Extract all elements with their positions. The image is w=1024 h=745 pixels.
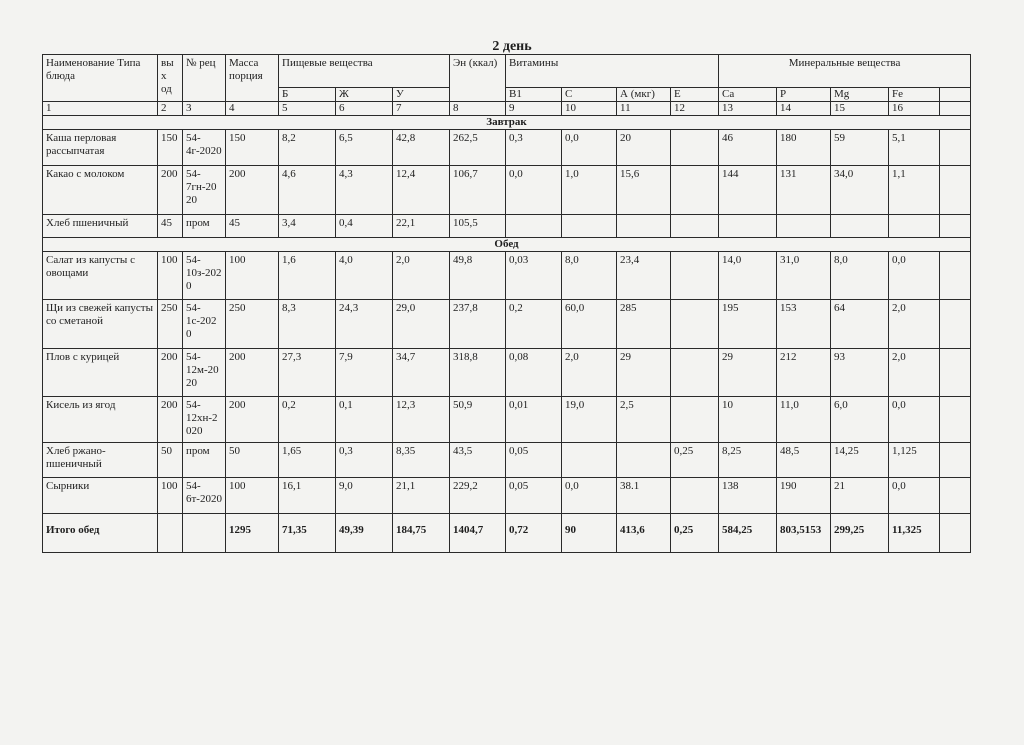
table-cell [719,215,777,238]
table-cell: 0,01 [506,397,562,443]
table-cell [777,215,831,238]
column-number-cell [940,102,971,116]
table-cell: 1,65 [279,443,336,478]
table-row [43,349,971,397]
column-number-cell: 13 [719,102,777,116]
table-cell: 43,5 [450,443,506,478]
table-cell: 31,0 [777,252,831,300]
table-cell: 50,9 [450,397,506,443]
table-cell: 90 [562,514,617,553]
dish-name-cell: Щи из свежей капусты со сметаной [43,300,158,349]
table-cell: 0,0 [562,478,617,514]
header-energy: Эн (ккал) [450,55,506,102]
table-cell: 27,3 [279,349,336,397]
table-cell: 250 [226,300,279,349]
table-cell: 15,6 [617,166,671,215]
table-cell: 200 [158,397,183,443]
table-cell: 0,2 [279,397,336,443]
column-number-cell: 16 [889,102,940,116]
table-cell [671,478,719,514]
table-cell: 200 [158,349,183,397]
table-cell [617,215,671,238]
table-cell: 54-12м-2020 [183,349,226,397]
table-cell: 2,5 [617,397,671,443]
table-cell: 184,75 [393,514,450,553]
table-cell: 100 [158,252,183,300]
table-cell: 150 [158,130,183,166]
table-cell: 0,05 [506,443,562,478]
table-cell: 0,3 [336,443,393,478]
table-cell: 14,0 [719,252,777,300]
table-cell: 0,72 [506,514,562,553]
header-sub-cell: С [562,88,617,102]
table-cell: 0,0 [889,252,940,300]
section-breakfast-label: Завтрак [43,116,971,130]
table-cell: 54-10з-2020 [183,252,226,300]
table-cell: 29,0 [393,300,450,349]
table-cell: 195 [719,300,777,349]
column-number-row [43,102,971,116]
header-yield: вых од [158,55,183,102]
table-cell: 54-6т-2020 [183,478,226,514]
header-sub-cell: Е [671,88,719,102]
table-cell: 10 [719,397,777,443]
table-cell: 8,2 [279,130,336,166]
dish-name-cell: Хлеб ржано-пшеничный [43,443,158,478]
table-cell: пром [183,443,226,478]
header-sub-cell: Fe [889,88,940,102]
table-cell [889,215,940,238]
table-cell [940,514,971,553]
table-cell: 105,5 [450,215,506,238]
column-number-cell: 8 [450,102,506,116]
table-cell: 14,25 [831,443,889,478]
table-cell: 138 [719,478,777,514]
section-lunch [43,238,971,252]
table-cell: 0,03 [506,252,562,300]
table-cell: 7,9 [336,349,393,397]
header-sub-cell: У [393,88,450,102]
table-cell: 0,4 [336,215,393,238]
column-number-cell: 5 [279,102,336,116]
table-cell: 49,8 [450,252,506,300]
table-cell: 5,1 [889,130,940,166]
header-name: Наименование Типа блюда [43,55,158,102]
table-cell [671,215,719,238]
column-number-cell: 6 [336,102,393,116]
header-recipe: № рец [183,55,226,102]
table-cell: 200 [158,166,183,215]
table-cell: пром [183,215,226,238]
table-cell: 180 [777,130,831,166]
table-cell: 0,3 [506,130,562,166]
table-cell: 21,1 [393,478,450,514]
table-cell: 2,0 [889,349,940,397]
table-cell [671,300,719,349]
table-cell: 54-1с-2020 [183,300,226,349]
total-row [43,514,971,553]
table-cell: 16,1 [279,478,336,514]
table-cell: 318,8 [450,349,506,397]
table-cell: 54-12хн-2020 [183,397,226,443]
table-cell: 4,6 [279,166,336,215]
table-cell: 1,1 [889,166,940,215]
table-cell: 48,5 [777,443,831,478]
header-row [43,55,971,88]
table-cell: 299,25 [831,514,889,553]
table-cell: 64 [831,300,889,349]
dish-name-cell: Каша перловая рассыпчатая [43,130,158,166]
table-row [43,166,971,215]
table-cell [940,166,971,215]
table-cell: 150 [226,130,279,166]
table-cell: 29 [617,349,671,397]
table-cell: 262,5 [450,130,506,166]
table-cell: 200 [226,349,279,397]
table-cell [671,397,719,443]
column-number-cell: 9 [506,102,562,116]
table-cell: 229,2 [450,478,506,514]
table-cell: 49,39 [336,514,393,553]
column-number-cell: 2 [158,102,183,116]
table-cell: 12,3 [393,397,450,443]
table-row [43,215,971,238]
table-cell: 0,0 [889,397,940,443]
table-row [43,300,971,349]
table-cell: 54-7гн-2020 [183,166,226,215]
table-cell: 1295 [226,514,279,553]
header-mass: Масса порция [226,55,279,102]
header-sub-cell: Р [777,88,831,102]
table-row [43,397,971,443]
table-cell: 2,0 [889,300,940,349]
table-cell: 8,3 [279,300,336,349]
column-number-cell: 3 [183,102,226,116]
table-cell: 20 [617,130,671,166]
table-cell: 59 [831,130,889,166]
table-cell: 2,0 [393,252,450,300]
page-title: 2 день [492,39,532,54]
table-cell: 106,7 [450,166,506,215]
table-cell: 60,0 [562,300,617,349]
table-cell [562,215,617,238]
table-cell: 29 [719,349,777,397]
table-cell: 6,5 [336,130,393,166]
header-minerals: Минеральные вещества [719,55,971,88]
dish-name-cell: Сырники [43,478,158,514]
dish-name-cell: Какао с молоком [43,166,158,215]
section-breakfast [43,116,971,130]
table-cell: 19,0 [562,397,617,443]
header-vitamins: Витамины [506,55,719,88]
column-number-cell: 12 [671,102,719,116]
table-cell [671,130,719,166]
table-cell: 38.1 [617,478,671,514]
column-number-cell: 7 [393,102,450,116]
table-cell: 54-4г-2020 [183,130,226,166]
table-cell [183,514,226,553]
nutrition-table [42,54,971,553]
table-cell: 190 [777,478,831,514]
table-cell: 413,6 [617,514,671,553]
table-cell: 1,0 [562,166,617,215]
table-cell: 50 [226,443,279,478]
table-cell [940,478,971,514]
column-number-cell: 11 [617,102,671,116]
table-row [43,252,971,300]
table-cell [562,443,617,478]
table-cell: 8,0 [562,252,617,300]
table-cell: 0,0 [506,166,562,215]
header-sub-cell: А (мкг) [617,88,671,102]
table-cell [671,349,719,397]
table-cell [940,349,971,397]
table-cell: 45 [158,215,183,238]
table-cell: 4,3 [336,166,393,215]
table-cell: 237,8 [450,300,506,349]
table-cell: 1,6 [279,252,336,300]
table-cell: 22,1 [393,215,450,238]
table-cell: 93 [831,349,889,397]
table-cell: 2,0 [562,349,617,397]
dish-name-cell: Итого обед [43,514,158,553]
header-sub-cell: Са [719,88,777,102]
table-row [43,478,971,514]
column-number-cell: 10 [562,102,617,116]
table-cell: 8,25 [719,443,777,478]
table-cell [671,252,719,300]
table-cell: 285 [617,300,671,349]
dish-name-cell: Плов с курицей [43,349,158,397]
header-sub-cell: Ж [336,88,393,102]
table-cell: 34,0 [831,166,889,215]
table-cell: 21 [831,478,889,514]
table-cell: 11,0 [777,397,831,443]
table-cell: 0,0 [562,130,617,166]
table-cell: 4,0 [336,252,393,300]
dish-name-cell: Кисель из ягод [43,397,158,443]
table-cell: 0,25 [671,443,719,478]
table-cell: 0,0 [889,478,940,514]
table-cell: 0,05 [506,478,562,514]
dish-name-cell: Хлеб пшеничный [43,215,158,238]
table-cell: 153 [777,300,831,349]
header-sub-cell [940,88,971,102]
table-cell: 1,125 [889,443,940,478]
header-sub-cell: Б [279,88,336,102]
table-cell: 0,08 [506,349,562,397]
table-cell: 212 [777,349,831,397]
table-cell [940,252,971,300]
table-cell: 131 [777,166,831,215]
table-cell [671,166,719,215]
table-row [43,443,971,478]
table-cell [506,215,562,238]
table-cell: 23,4 [617,252,671,300]
table-cell: 50 [158,443,183,478]
column-number-cell: 1 [43,102,158,116]
header-nutrients: Пищевые вещества [279,55,450,88]
table-cell: 200 [226,397,279,443]
table-cell [617,443,671,478]
table-cell: 803,5153 [777,514,831,553]
column-number-cell: 4 [226,102,279,116]
table-cell: 12,4 [393,166,450,215]
table-cell: 46 [719,130,777,166]
table-cell: 42,8 [393,130,450,166]
table-cell [940,397,971,443]
table-cell: 24,3 [336,300,393,349]
table-cell: 0,2 [506,300,562,349]
column-number-cell: 14 [777,102,831,116]
table-cell: 9,0 [336,478,393,514]
dish-name-cell: Салат из капусты с овощами [43,252,158,300]
column-number-cell: 15 [831,102,889,116]
table-cell: 6,0 [831,397,889,443]
table-cell [940,443,971,478]
table-cell: 100 [226,252,279,300]
table-cell: 3,4 [279,215,336,238]
table-cell [940,130,971,166]
table-row [43,130,971,166]
header-sub-cell: Mg [831,88,889,102]
table-cell: 71,35 [279,514,336,553]
table-cell: 8,35 [393,443,450,478]
table-cell [158,514,183,553]
section-lunch-label: Обед [43,238,971,252]
header-sub-cell: В1 [506,88,562,102]
table-cell: 200 [226,166,279,215]
table-cell: 144 [719,166,777,215]
table-cell: 34,7 [393,349,450,397]
table-cell [940,215,971,238]
table-cell: 1404,7 [450,514,506,553]
table-cell [940,300,971,349]
table-cell [831,215,889,238]
table-cell: 0,1 [336,397,393,443]
table-cell: 8,0 [831,252,889,300]
table-cell: 100 [158,478,183,514]
table-cell: 100 [226,478,279,514]
table-cell: 11,325 [889,514,940,553]
table-cell: 584,25 [719,514,777,553]
table-cell: 45 [226,215,279,238]
table-cell: 0,25 [671,514,719,553]
table-cell: 250 [158,300,183,349]
